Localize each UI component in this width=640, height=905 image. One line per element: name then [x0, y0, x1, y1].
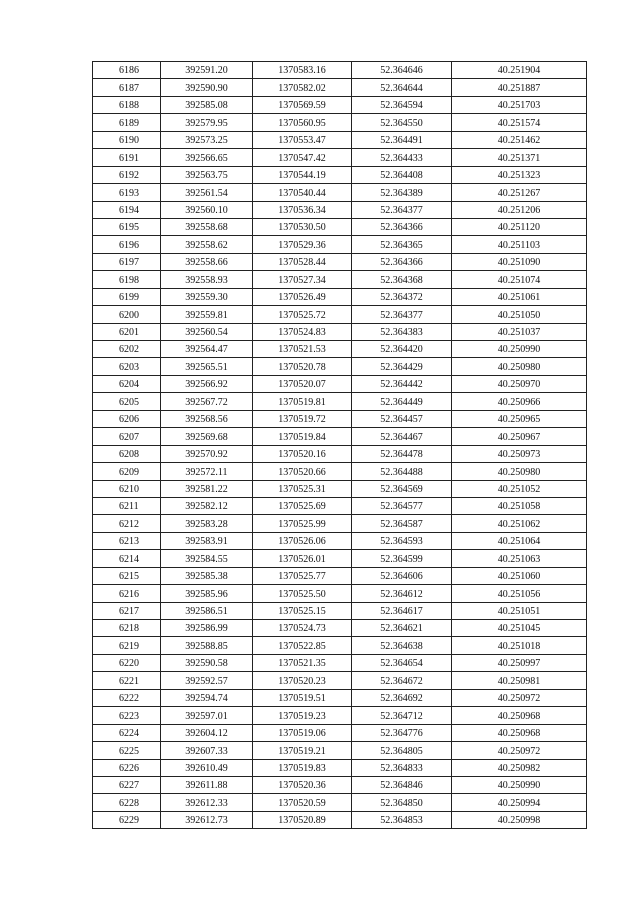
longitude-cell: 40.251103 — [452, 236, 587, 253]
point-number-cell: 6195 — [93, 218, 161, 235]
point-number-cell: 6199 — [93, 288, 161, 305]
latitude-cell: 52.364365 — [352, 236, 452, 253]
table-row — [93, 445, 587, 462]
table-row — [93, 96, 587, 113]
x-coordinate-cell: 392566.92 — [161, 375, 253, 392]
x-coordinate-cell: 392570.92 — [161, 445, 253, 462]
longitude-cell: 40.250970 — [452, 375, 587, 392]
y-coordinate-cell: 1370519.23 — [253, 707, 352, 724]
latitude-cell: 52.364433 — [352, 149, 452, 166]
y-coordinate-cell: 1370560.95 — [253, 114, 352, 131]
y-coordinate-cell: 1370526.01 — [253, 550, 352, 567]
latitude-cell: 52.364599 — [352, 550, 452, 567]
point-number-cell: 6203 — [93, 358, 161, 375]
longitude-cell: 40.250998 — [452, 811, 587, 828]
point-number-cell: 6212 — [93, 515, 161, 532]
longitude-cell: 40.251206 — [452, 201, 587, 218]
latitude-cell: 52.364467 — [352, 428, 452, 445]
table-row — [93, 742, 587, 759]
longitude-cell: 40.250997 — [452, 654, 587, 671]
x-coordinate-cell: 392565.51 — [161, 358, 253, 375]
y-coordinate-cell: 1370520.16 — [253, 445, 352, 462]
point-number-cell: 6210 — [93, 480, 161, 497]
longitude-cell: 40.251574 — [452, 114, 587, 131]
point-number-cell: 6228 — [93, 794, 161, 811]
point-number-cell: 6213 — [93, 532, 161, 549]
y-coordinate-cell: 1370520.36 — [253, 776, 352, 793]
point-number-cell: 6192 — [93, 166, 161, 183]
point-number-cell: 6219 — [93, 637, 161, 654]
x-coordinate-cell: 392569.68 — [161, 428, 253, 445]
x-coordinate-cell: 392559.81 — [161, 306, 253, 323]
table-row — [93, 463, 587, 480]
point-number-cell: 6205 — [93, 393, 161, 410]
x-coordinate-cell: 392584.55 — [161, 550, 253, 567]
table-row — [93, 497, 587, 514]
table-row — [93, 515, 587, 532]
longitude-cell: 40.251904 — [452, 62, 587, 79]
x-coordinate-cell: 392585.08 — [161, 96, 253, 113]
table-body — [93, 62, 587, 829]
x-coordinate-cell: 392581.22 — [161, 480, 253, 497]
longitude-cell: 40.250966 — [452, 393, 587, 410]
longitude-cell: 40.251018 — [452, 637, 587, 654]
x-coordinate-cell: 392611.88 — [161, 776, 253, 793]
table-row — [93, 724, 587, 741]
y-coordinate-cell: 1370525.99 — [253, 515, 352, 532]
x-coordinate-cell: 392582.12 — [161, 497, 253, 514]
point-number-cell: 6186 — [93, 62, 161, 79]
point-number-cell: 6196 — [93, 236, 161, 253]
table-row — [93, 393, 587, 410]
latitude-cell: 52.364372 — [352, 288, 452, 305]
point-number-cell: 6206 — [93, 410, 161, 427]
latitude-cell: 52.364377 — [352, 306, 452, 323]
point-number-cell: 6209 — [93, 463, 161, 480]
x-coordinate-cell: 392568.56 — [161, 410, 253, 427]
table-row — [93, 776, 587, 793]
latitude-cell: 52.364550 — [352, 114, 452, 131]
longitude-cell: 40.251051 — [452, 602, 587, 619]
y-coordinate-cell: 1370527.34 — [253, 271, 352, 288]
x-coordinate-cell: 392560.54 — [161, 323, 253, 340]
latitude-cell: 52.364383 — [352, 323, 452, 340]
y-coordinate-cell: 1370519.83 — [253, 759, 352, 776]
point-number-cell: 6229 — [93, 811, 161, 828]
point-number-cell: 6225 — [93, 742, 161, 759]
latitude-cell: 52.364389 — [352, 184, 452, 201]
x-coordinate-cell: 392579.95 — [161, 114, 253, 131]
latitude-cell: 52.364377 — [352, 201, 452, 218]
latitude-cell: 52.364638 — [352, 637, 452, 654]
latitude-cell: 52.364617 — [352, 602, 452, 619]
y-coordinate-cell: 1370521.53 — [253, 341, 352, 358]
longitude-cell: 40.250972 — [452, 689, 587, 706]
latitude-cell: 52.364429 — [352, 358, 452, 375]
x-coordinate-cell: 392604.12 — [161, 724, 253, 741]
longitude-cell: 40.250980 — [452, 358, 587, 375]
latitude-cell: 52.364478 — [352, 445, 452, 462]
table-row — [93, 288, 587, 305]
latitude-cell: 52.364646 — [352, 62, 452, 79]
y-coordinate-cell: 1370519.84 — [253, 428, 352, 445]
longitude-cell: 40.251058 — [452, 497, 587, 514]
y-coordinate-cell: 1370521.35 — [253, 654, 352, 671]
y-coordinate-cell: 1370525.77 — [253, 567, 352, 584]
point-number-cell: 6226 — [93, 759, 161, 776]
latitude-cell: 52.364712 — [352, 707, 452, 724]
x-coordinate-cell: 392586.99 — [161, 620, 253, 637]
y-coordinate-cell: 1370583.16 — [253, 62, 352, 79]
x-coordinate-cell: 392563.75 — [161, 166, 253, 183]
latitude-cell: 52.364846 — [352, 776, 452, 793]
x-coordinate-cell: 392573.25 — [161, 131, 253, 148]
table-row — [93, 707, 587, 724]
table-row — [93, 201, 587, 218]
y-coordinate-cell: 1370530.50 — [253, 218, 352, 235]
y-coordinate-cell: 1370526.06 — [253, 532, 352, 549]
y-coordinate-cell: 1370525.15 — [253, 602, 352, 619]
point-number-cell: 6208 — [93, 445, 161, 462]
longitude-cell: 40.251050 — [452, 306, 587, 323]
longitude-cell: 40.251120 — [452, 218, 587, 235]
x-coordinate-cell: 392607.33 — [161, 742, 253, 759]
y-coordinate-cell: 1370529.36 — [253, 236, 352, 253]
longitude-cell: 40.251063 — [452, 550, 587, 567]
y-coordinate-cell: 1370524.73 — [253, 620, 352, 637]
x-coordinate-cell: 392560.10 — [161, 201, 253, 218]
table-row — [93, 271, 587, 288]
table-row — [93, 811, 587, 828]
point-number-cell: 6202 — [93, 341, 161, 358]
table-row — [93, 654, 587, 671]
table-row — [93, 567, 587, 584]
longitude-cell: 40.250982 — [452, 759, 587, 776]
longitude-cell: 40.250990 — [452, 776, 587, 793]
y-coordinate-cell: 1370520.23 — [253, 672, 352, 689]
table-row — [93, 149, 587, 166]
point-number-cell: 6187 — [93, 79, 161, 96]
y-coordinate-cell: 1370525.72 — [253, 306, 352, 323]
y-coordinate-cell: 1370520.89 — [253, 811, 352, 828]
longitude-cell: 40.251887 — [452, 79, 587, 96]
table-row — [93, 585, 587, 602]
point-number-cell: 6215 — [93, 567, 161, 584]
longitude-cell: 40.250980 — [452, 463, 587, 480]
y-coordinate-cell: 1370525.50 — [253, 585, 352, 602]
x-coordinate-cell: 392590.58 — [161, 654, 253, 671]
latitude-cell: 52.364420 — [352, 341, 452, 358]
longitude-cell: 40.251090 — [452, 253, 587, 270]
longitude-cell: 40.251045 — [452, 620, 587, 637]
table-row — [93, 306, 587, 323]
x-coordinate-cell: 392592.57 — [161, 672, 253, 689]
longitude-cell: 40.251462 — [452, 131, 587, 148]
y-coordinate-cell: 1370519.06 — [253, 724, 352, 741]
x-coordinate-cell: 392585.38 — [161, 567, 253, 584]
table-row — [93, 794, 587, 811]
point-number-cell: 6190 — [93, 131, 161, 148]
point-number-cell: 6207 — [93, 428, 161, 445]
table-row — [93, 620, 587, 637]
longitude-cell: 40.251052 — [452, 480, 587, 497]
latitude-cell: 52.364366 — [352, 218, 452, 235]
point-number-cell: 6194 — [93, 201, 161, 218]
point-number-cell: 6188 — [93, 96, 161, 113]
x-coordinate-cell: 392612.33 — [161, 794, 253, 811]
y-coordinate-cell: 1370520.66 — [253, 463, 352, 480]
x-coordinate-cell: 392558.62 — [161, 236, 253, 253]
point-number-cell: 6200 — [93, 306, 161, 323]
table-row — [93, 532, 587, 549]
y-coordinate-cell: 1370519.81 — [253, 393, 352, 410]
x-coordinate-cell: 392588.85 — [161, 637, 253, 654]
latitude-cell: 52.364606 — [352, 567, 452, 584]
y-coordinate-cell: 1370520.59 — [253, 794, 352, 811]
table-row — [93, 236, 587, 253]
latitude-cell: 52.364457 — [352, 410, 452, 427]
point-number-cell: 6198 — [93, 271, 161, 288]
longitude-cell: 40.250972 — [452, 742, 587, 759]
point-number-cell: 6216 — [93, 585, 161, 602]
longitude-cell: 40.251323 — [452, 166, 587, 183]
table-row — [93, 166, 587, 183]
latitude-cell: 52.364491 — [352, 131, 452, 148]
table-row — [93, 375, 587, 392]
latitude-cell: 52.364408 — [352, 166, 452, 183]
longitude-cell: 40.250968 — [452, 724, 587, 741]
table-row — [93, 341, 587, 358]
latitude-cell: 52.364488 — [352, 463, 452, 480]
table-row — [93, 410, 587, 427]
longitude-cell: 40.251061 — [452, 288, 587, 305]
latitude-cell: 52.364850 — [352, 794, 452, 811]
x-coordinate-cell: 392558.68 — [161, 218, 253, 235]
point-number-cell: 6189 — [93, 114, 161, 131]
longitude-cell: 40.250967 — [452, 428, 587, 445]
longitude-cell: 40.251064 — [452, 532, 587, 549]
y-coordinate-cell: 1370524.83 — [253, 323, 352, 340]
longitude-cell: 40.250981 — [452, 672, 587, 689]
x-coordinate-cell: 392597.01 — [161, 707, 253, 724]
longitude-cell: 40.250973 — [452, 445, 587, 462]
latitude-cell: 52.364621 — [352, 620, 452, 637]
longitude-cell: 40.250965 — [452, 410, 587, 427]
point-number-cell: 6193 — [93, 184, 161, 201]
x-coordinate-cell: 392572.11 — [161, 463, 253, 480]
point-number-cell: 6221 — [93, 672, 161, 689]
point-number-cell: 6201 — [93, 323, 161, 340]
x-coordinate-cell: 392594.74 — [161, 689, 253, 706]
table-row — [93, 114, 587, 131]
table-row — [93, 253, 587, 270]
table-row — [93, 62, 587, 79]
table-row — [93, 428, 587, 445]
x-coordinate-cell: 392612.73 — [161, 811, 253, 828]
latitude-cell: 52.364577 — [352, 497, 452, 514]
x-coordinate-cell: 392558.66 — [161, 253, 253, 270]
latitude-cell: 52.364672 — [352, 672, 452, 689]
table-row — [93, 184, 587, 201]
y-coordinate-cell: 1370519.72 — [253, 410, 352, 427]
point-number-cell: 6224 — [93, 724, 161, 741]
latitude-cell: 52.364644 — [352, 79, 452, 96]
latitude-cell: 52.364449 — [352, 393, 452, 410]
point-number-cell: 6220 — [93, 654, 161, 671]
y-coordinate-cell: 1370544.19 — [253, 166, 352, 183]
latitude-cell: 52.364833 — [352, 759, 452, 776]
y-coordinate-cell: 1370553.47 — [253, 131, 352, 148]
latitude-cell: 52.364368 — [352, 271, 452, 288]
point-number-cell: 6197 — [93, 253, 161, 270]
latitude-cell: 52.364692 — [352, 689, 452, 706]
longitude-cell: 40.251037 — [452, 323, 587, 340]
longitude-cell: 40.251371 — [452, 149, 587, 166]
table-row — [93, 759, 587, 776]
x-coordinate-cell: 392586.51 — [161, 602, 253, 619]
x-coordinate-cell: 392561.54 — [161, 184, 253, 201]
y-coordinate-cell: 1370569.59 — [253, 96, 352, 113]
table-row — [93, 480, 587, 497]
x-coordinate-cell: 392585.96 — [161, 585, 253, 602]
table-row — [93, 689, 587, 706]
latitude-cell: 52.364776 — [352, 724, 452, 741]
y-coordinate-cell: 1370522.85 — [253, 637, 352, 654]
y-coordinate-cell: 1370520.78 — [253, 358, 352, 375]
x-coordinate-cell: 392590.90 — [161, 79, 253, 96]
x-coordinate-cell: 392583.91 — [161, 532, 253, 549]
x-coordinate-cell: 392559.30 — [161, 288, 253, 305]
y-coordinate-cell: 1370528.44 — [253, 253, 352, 270]
table-row — [93, 637, 587, 654]
y-coordinate-cell: 1370525.31 — [253, 480, 352, 497]
longitude-cell: 40.251074 — [452, 271, 587, 288]
point-number-cell: 6211 — [93, 497, 161, 514]
longitude-cell: 40.251060 — [452, 567, 587, 584]
point-number-cell: 6191 — [93, 149, 161, 166]
point-number-cell: 6214 — [93, 550, 161, 567]
point-number-cell: 6204 — [93, 375, 161, 392]
y-coordinate-cell: 1370536.34 — [253, 201, 352, 218]
table-row — [93, 358, 587, 375]
latitude-cell: 52.364593 — [352, 532, 452, 549]
longitude-cell: 40.251062 — [452, 515, 587, 532]
latitude-cell: 52.364853 — [352, 811, 452, 828]
longitude-cell: 40.251267 — [452, 184, 587, 201]
latitude-cell: 52.364587 — [352, 515, 452, 532]
longitude-cell: 40.251703 — [452, 96, 587, 113]
latitude-cell: 52.364805 — [352, 742, 452, 759]
table-row — [93, 602, 587, 619]
latitude-cell: 52.364442 — [352, 375, 452, 392]
table-row — [93, 218, 587, 235]
x-coordinate-cell: 392610.49 — [161, 759, 253, 776]
table-row — [93, 323, 587, 340]
longitude-cell: 40.250994 — [452, 794, 587, 811]
y-coordinate-cell: 1370540.44 — [253, 184, 352, 201]
y-coordinate-cell: 1370525.69 — [253, 497, 352, 514]
x-coordinate-cell: 392591.20 — [161, 62, 253, 79]
x-coordinate-cell: 392558.93 — [161, 271, 253, 288]
y-coordinate-cell: 1370526.49 — [253, 288, 352, 305]
x-coordinate-cell: 392566.65 — [161, 149, 253, 166]
latitude-cell: 52.364366 — [352, 253, 452, 270]
longitude-cell: 40.251056 — [452, 585, 587, 602]
table-row — [93, 79, 587, 96]
coordinates-table — [92, 61, 587, 829]
y-coordinate-cell: 1370520.07 — [253, 375, 352, 392]
y-coordinate-cell: 1370582.02 — [253, 79, 352, 96]
y-coordinate-cell: 1370547.42 — [253, 149, 352, 166]
x-coordinate-cell: 392567.72 — [161, 393, 253, 410]
point-number-cell: 6227 — [93, 776, 161, 793]
latitude-cell: 52.364612 — [352, 585, 452, 602]
point-number-cell: 6222 — [93, 689, 161, 706]
point-number-cell: 6218 — [93, 620, 161, 637]
latitude-cell: 52.364654 — [352, 654, 452, 671]
point-number-cell: 6223 — [93, 707, 161, 724]
table-row — [93, 550, 587, 567]
table-row — [93, 131, 587, 148]
x-coordinate-cell: 392583.28 — [161, 515, 253, 532]
longitude-cell: 40.250968 — [452, 707, 587, 724]
point-number-cell: 6217 — [93, 602, 161, 619]
table-row — [93, 672, 587, 689]
y-coordinate-cell: 1370519.21 — [253, 742, 352, 759]
y-coordinate-cell: 1370519.51 — [253, 689, 352, 706]
latitude-cell: 52.364569 — [352, 480, 452, 497]
longitude-cell: 40.250990 — [452, 341, 587, 358]
latitude-cell: 52.364594 — [352, 96, 452, 113]
x-coordinate-cell: 392564.47 — [161, 341, 253, 358]
